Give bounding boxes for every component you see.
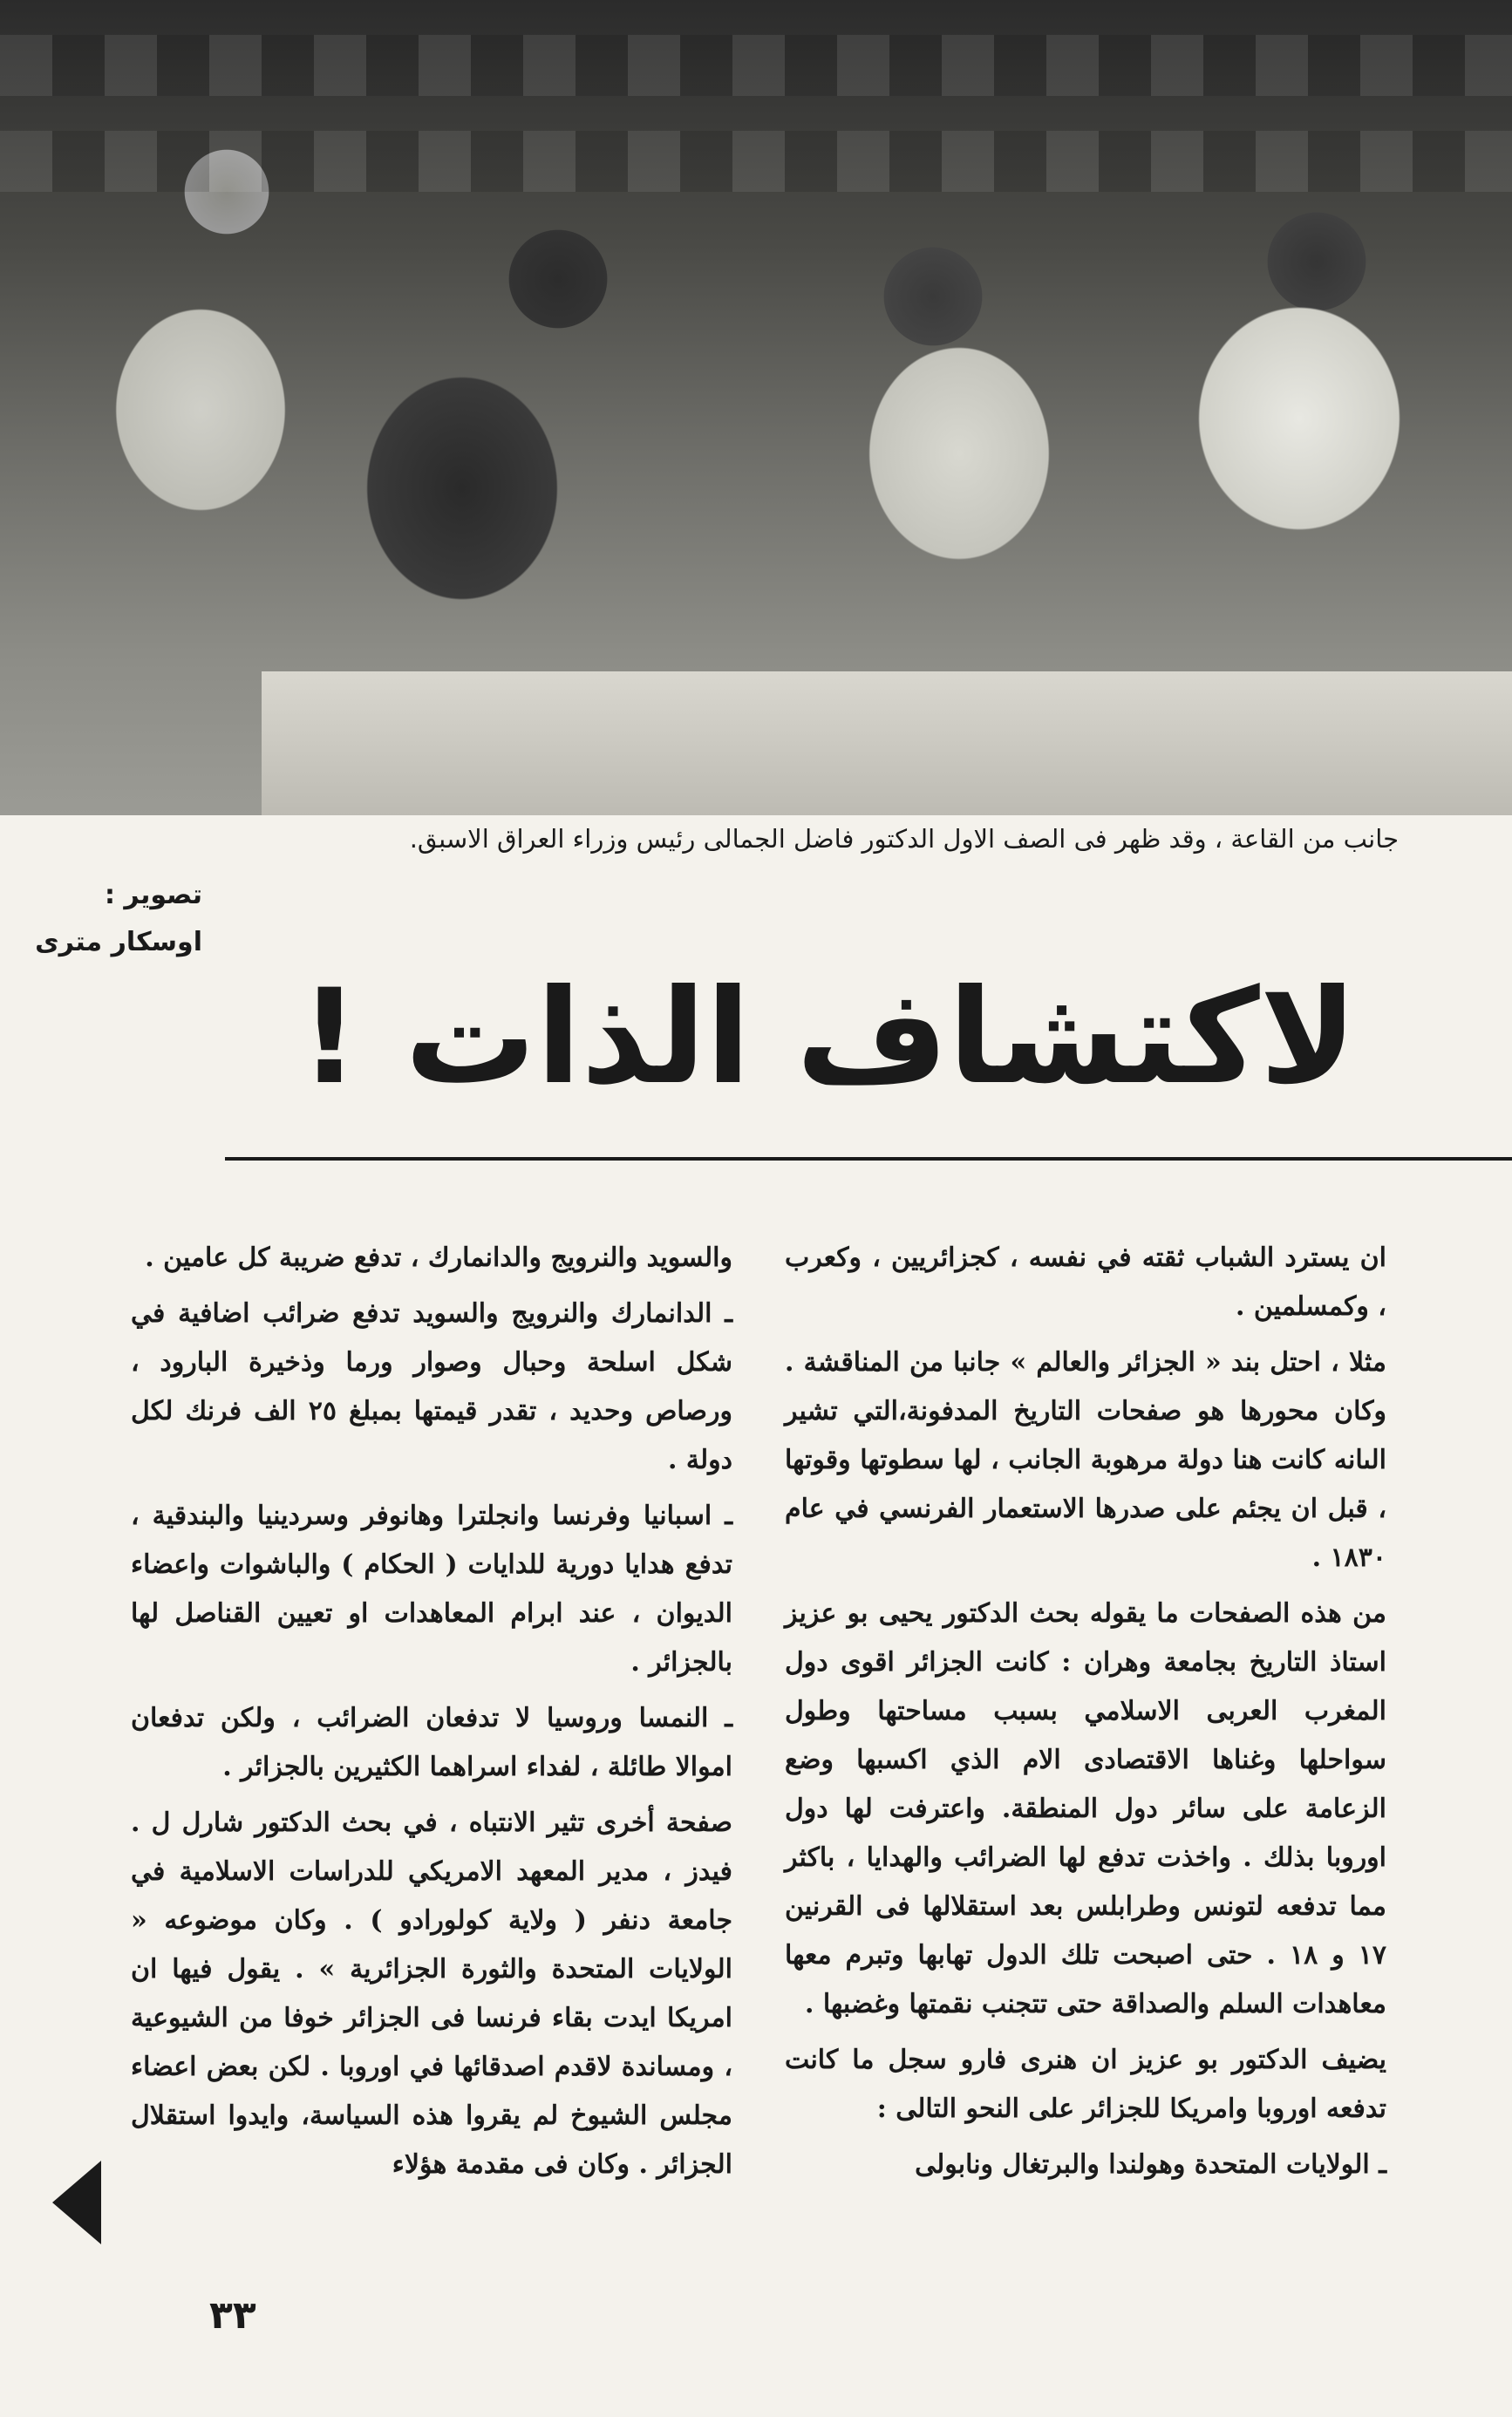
page-number: ٣٣ <box>209 2293 256 2338</box>
paragraph: ـ الولايات المتحدة وهولندا والبرتغال ونابولى <box>915 2149 1386 2180</box>
photo-credit-label: تصوير : <box>104 880 202 910</box>
article-column-left <box>131 1234 732 2196</box>
headline-rule <box>225 1157 1512 1161</box>
paragraph: مثلا ، احتل بند « الجزائر والعالم » جانبا من المناقشة . وكان محورها هو صفحات التاريخ المدفونة،التي تشير الىانه كانت هنا دولة مرهوبة الجانب ، لها سطوتها وقوتها ، قبل ان يجئم على صدرها الاستعمار الفرنسي في عام ١٨٣٠ . <box>785 1347 1386 1573</box>
photo-desk <box>262 671 1512 815</box>
continue-arrow-icon[interactable] <box>52 2161 101 2244</box>
conference-hall-photo <box>0 0 1512 815</box>
photo-caption: جانب من القاعة ، وقد ظهر فى الصف الاول الدكتور فاضل الجمالى رئيس وزراء العراق الاسبق. <box>409 824 1399 854</box>
paragraph: والسويد والنرويج والدانمارك ، تدفع ضريبة كل عامين . <box>145 1243 732 1273</box>
paragraph: ـ الدانمارك والنرويج والسويد تدفع ضرائب اضافية في شكل اسلحة وحبال وصوار ورما وذخيرة البارود ، ورصاص وحديد ، تقدر قيمتها بمبلغ ٢٥ الف فرنك لكل دولة . <box>131 1298 732 1475</box>
paragraph: ـ اسبانيا وفرنسا وانجلترا وهانوفر وسردينيا والبندقية ، تدفع هدايا دورية للدايات ( الحكام ) والباشوات واعضاء الديوان ، عند ابرام المعاهدات او تعيين القناصل لها بالجزائر . <box>131 1501 732 1678</box>
photo-audience-row <box>0 131 1512 192</box>
paragraph: ان يسترد الشباب ثقته في نفسه ، كجزائريين ، وكعرب ، وكمسلمين . <box>785 1243 1386 1322</box>
photo-audience-row <box>0 35 1512 96</box>
paragraph: يضيف الدكتور بو عزيز ان هنرى فارو سجل ما كانت تدفعه اوروبا وامريكا للجزائر على النحو التالى : <box>785 2045 1386 2124</box>
article-headline: لاكتشاف الذات ! <box>299 962 1358 1113</box>
photo-credit-name: اوسكار مترى <box>35 927 202 957</box>
article-column-right <box>785 1234 1386 2196</box>
paragraph: صفحة أخرى تثير الانتباه ، في بحث الدكتور شارل ل . فيدز ، مدير المعهد الامريكي للدراسات الاسلامية في جامعة دنفر ( ولاية كولورادو ) . وكان موضوعه « الولايات المتحدة والثورة الجزائرية » . يقول فيها ان امريكا ايدت بقاء فرنسا فى الجزائر خوفا من الشيوعية ، ومساندة لاقدم اصدقائها في اوروبا . لكن بعض اعضاء مجلس الشيوخ لم يقروا هذه السياسة، وايدوا استقلال الجزائر . وكان فى مقدمة هؤلاء <box>131 1808 732 2180</box>
photo-credit <box>28 872 202 966</box>
paragraph: من هذه الصفحات ما يقوله بحث الدكتور يحيى بو عزيز استاذ التاريخ بجامعة وهران : كانت الجزائر اقوى دول المغرب العربى الاسلامي بسبب مساحتها وطول سواحلها وغناها الاقتصادى الام الذي اكسبها وضع الزعامة على سائر دول المنطقة. واعترفت لها دول اوروبا بذلك . واخذت تدفع لها الضرائب والهدايا ، باكثر مما تدفعه لتونس وطرابلس بعد استقلالها فى القرنين ١٧ و ١٨ . حتى اصبحت تلك الدول تهابها وتبرم معها معاهدات السلم والصداقة حتى تتجنب نقمتها وغضبها . <box>785 1598 1386 2019</box>
paragraph: ـ النمسا وروسيا لا تدفعان الضرائب ، ولكن تدفعان اموالا طائلة ، لفداء اسراهما الكثيرين بالجزائر . <box>131 1703 732 1782</box>
